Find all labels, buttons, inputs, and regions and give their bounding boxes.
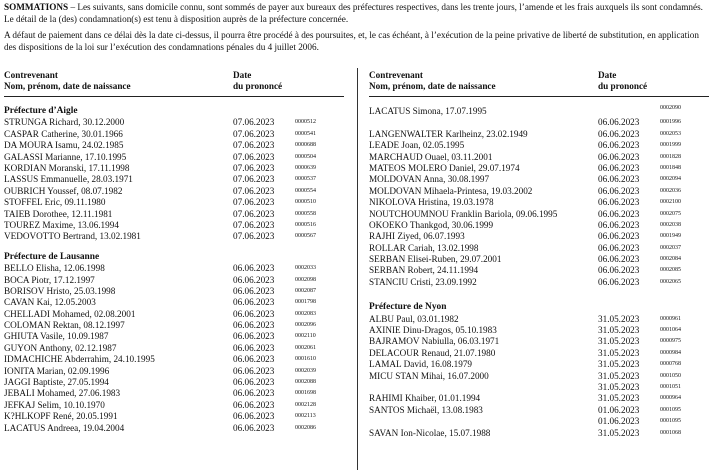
contrevenant-name: GUYON Anthony, 02.12.1987	[4, 342, 117, 353]
list-item	[369, 243, 709, 254]
reference-code: 0002085	[660, 267, 681, 274]
header-col2-line1: Date	[233, 70, 252, 80]
list-item	[4, 423, 344, 434]
list-item	[4, 174, 344, 185]
contrevenant-name: AXINIE Dinu-Dragos, 05.10.1983	[369, 325, 497, 336]
contrevenant-name: OUBRICH Youssef, 08.07.1982	[4, 185, 123, 196]
date-prononce: 31.05.2023	[598, 427, 640, 438]
header-col1-line2: Nom, prénom, date de naissance	[369, 80, 496, 91]
contrevenant-name: JAGGI Baptiste, 27.05.1994	[4, 377, 109, 388]
date-prononce: 31.05.2023	[598, 370, 640, 381]
list-item	[4, 366, 344, 377]
list-item	[369, 106, 709, 129]
list-item	[4, 220, 344, 231]
date-prononce: 06.06.2023	[598, 265, 640, 276]
date-prononce: 07.06.2023	[233, 151, 275, 162]
list-item	[369, 231, 709, 242]
list-item	[4, 388, 344, 399]
list-item	[4, 275, 344, 286]
date-prononce: 06.06.2023	[233, 422, 275, 433]
list-lausanne-continued	[369, 106, 709, 288]
contrevenant-name: CHELLADI Mohamed, 02.08.2001	[4, 308, 136, 319]
reference-code: 0001848	[660, 164, 681, 171]
contrevenant-name: NIKOLOVA Hristina, 19.03.1978	[369, 197, 494, 208]
contrevenant-name: RAJHI Ziyed, 06.07.1993	[369, 231, 465, 242]
list-item	[369, 371, 709, 394]
header-contrevenant	[4, 70, 131, 91]
list-item	[4, 209, 344, 220]
reference-code: 0000537	[295, 176, 316, 183]
list-nyon	[369, 314, 709, 439]
reference-code: 0001064	[660, 327, 681, 334]
intro-paragraph-2: A défaut de paiement dans ce délai dès la date ci-dessus, il pourra être procédé à des poursuites, et, le cas échéant, à l’exécution de la peine privative de liberté de substitution, en application des dispositions de la loi sur l’exécution des condamnations pénales du 4 juillet 2006.	[4, 30, 699, 52]
contrevenant-name: BELLO Elisha, 12.06.1998	[4, 263, 105, 274]
reference-code: 0002090	[660, 105, 681, 111]
date-prononce: 07.06.2023	[233, 128, 275, 139]
contrevenant-name: STOFFEL Eric, 09.11.1980	[4, 197, 106, 208]
contrevenant-name: NOUTCHOUMNOU Franklin Bariola, 09.06.1995	[369, 208, 558, 219]
contrevenant-name: CAVAN Kai, 12.05.2003	[4, 297, 96, 308]
date-prononce: 07.06.2023	[233, 208, 275, 219]
date-prononce: 31.05.2023	[598, 336, 640, 347]
list-item	[369, 277, 709, 288]
date-prononce: 06.06.2023	[233, 308, 275, 319]
contrevenant-name: MICU STAN Mihai, 16.07.2000	[369, 370, 489, 381]
contrevenant-name: MOLDOVAN Anna, 30.08.1997	[369, 174, 490, 185]
reference-code: 0000541	[295, 130, 316, 137]
date-prononce: 07.06.2023	[233, 140, 275, 151]
list-aigle	[4, 117, 344, 242]
contrevenant-name: MOLDOVAN Mihaela-Printesa, 19.03.2002	[369, 185, 533, 196]
contrevenant-name: BORISOV Hristo, 25.03.1998	[4, 285, 116, 296]
reference-code: 0002100	[660, 199, 681, 206]
contrevenant-name: OKOEKO Thankgod, 30.06.1999	[369, 219, 494, 230]
contrevenant-name: VEDOVOTTO Bertrand, 13.02.1981	[4, 231, 141, 242]
contrevenant-name: LASSUS Emmanuelle, 28.03.1971	[4, 174, 133, 185]
list-item	[369, 220, 709, 231]
contrevenant-name: SAVAN Ion-Nicolae, 15.07.1988	[369, 427, 491, 438]
list-item	[369, 254, 709, 265]
reference-code: 0000688	[295, 142, 316, 149]
date-prononce: 07.06.2023	[233, 231, 275, 242]
header-date	[233, 70, 282, 91]
date-prononce: 06.06.2023	[233, 297, 275, 308]
reference-code: 0001698	[295, 390, 316, 397]
contrevenant-name: TOUREZ Maxime, 13.06.1994	[4, 219, 119, 230]
contrevenant-name: LACATUS Simona, 17.07.1995	[369, 106, 487, 116]
intro-text	[4, 2, 708, 58]
contrevenant-name: GHIUTA Vasile, 10.09.1987	[4, 331, 109, 342]
reference-code: 0000516	[295, 221, 316, 228]
contrevenant-name: SERBAN Elisei-Ruben, 29.07.2001	[369, 254, 502, 265]
contrevenant-name: RAHIMI Khaiber, 01.01.1994	[369, 393, 481, 404]
list-item	[369, 359, 709, 370]
reference-code: 0001996	[660, 119, 681, 126]
intro-title: SOMMATIONS	[4, 2, 69, 12]
list-item	[4, 354, 344, 365]
date-prononce: 01.06.2023	[598, 416, 640, 427]
date-prononce: 06.06.2023	[233, 411, 275, 422]
header-rule	[4, 96, 344, 97]
reference-code: 0002087	[295, 287, 316, 294]
date-prononce: 07.06.2023	[233, 174, 275, 185]
header-contrevenant	[369, 70, 496, 91]
list-item	[4, 152, 344, 163]
contrevenant-name: JEBALI Mohamed, 27.06.1983	[4, 388, 121, 399]
list-item	[4, 286, 344, 297]
list-item	[369, 314, 709, 325]
date-prononce: 06.06.2023	[598, 128, 640, 139]
table-header	[4, 70, 344, 93]
date-prononce: 06.06.2023	[233, 399, 275, 410]
contrevenant-name: IONITA Marian, 02.09.1996	[4, 365, 110, 376]
contrevenant-name: GALASSI Marianne, 17.10.1995	[4, 151, 127, 162]
list-item	[4, 231, 344, 242]
reference-code: 0002113	[295, 413, 316, 420]
table-header	[369, 70, 709, 93]
reference-code: 0002036	[660, 187, 681, 194]
reference-code: 0000558	[295, 210, 316, 217]
date-prononce: 07.06.2023	[233, 197, 275, 208]
contrevenant-name: DA MOURA Isamu, 24.02.1985	[4, 140, 124, 151]
list-item	[4, 186, 344, 197]
contrevenant-name: SERBAN Robert, 24.11.1994	[369, 265, 479, 276]
header-col2-line2: du prononcé	[233, 80, 283, 91]
reference-code: 0002039	[295, 367, 316, 374]
reference-code: 0002033	[295, 265, 316, 272]
list-item	[4, 309, 344, 320]
list-item	[369, 152, 709, 163]
list-item	[4, 297, 344, 308]
list-item	[369, 174, 709, 185]
header-col1-line2: Nom, prénom, date de naissance	[4, 80, 131, 91]
contrevenant-name: STANCIU Cristi, 23.09.1992	[369, 276, 477, 287]
reference-code: 0000510	[295, 199, 316, 206]
date-prononce: 06.06.2023	[233, 274, 275, 285]
right-column	[369, 70, 709, 439]
date-prononce: 06.06.2023	[598, 231, 640, 242]
date-prononce: 06.06.2023	[598, 140, 640, 151]
reference-code: 0001050	[660, 372, 681, 379]
list-item	[4, 411, 344, 422]
reference-code: 0002061	[295, 344, 316, 351]
date-prononce: 06.06.2023	[598, 242, 640, 253]
date-prononce: 06.06.2023	[598, 185, 640, 196]
date-prononce: 06.06.2023	[598, 276, 640, 287]
reference-code: 0002037	[660, 244, 681, 251]
date-prononce: 06.06.2023	[598, 254, 640, 265]
section-title-nyon: Préfecture de Nyon	[369, 302, 447, 313]
contrevenant-name: BAJRAMOV Nabiulla, 06.03.1971	[369, 336, 500, 347]
reference-code: 0002084	[660, 256, 681, 263]
contrevenant-name: LANGENWALTER Karlheinz, 23.02.1949	[369, 128, 528, 139]
list-item	[4, 400, 344, 411]
reference-code: 0001051	[660, 384, 681, 391]
list-item	[4, 320, 344, 331]
reference-code: 0000512	[295, 119, 316, 126]
list-item	[4, 140, 344, 151]
contrevenant-name: LEADE Joan, 02.05.1995	[369, 140, 465, 151]
reference-code: 0002096	[295, 322, 316, 329]
header-col2-line2: du prononcé	[598, 80, 648, 91]
date-prononce: 31.05.2023	[598, 382, 640, 393]
list-item	[369, 140, 709, 151]
date-prononce: 06.06.2023	[233, 354, 275, 365]
contrevenant-name: ROLLAR Cariah, 13.02.1998	[369, 242, 479, 253]
list-item	[369, 393, 709, 404]
date-prononce: 06.06.2023	[233, 320, 275, 331]
date-prononce: 06.06.2023	[233, 388, 275, 399]
list-item	[369, 209, 709, 220]
list-item	[369, 129, 709, 140]
reference-code: 0002086	[295, 424, 316, 431]
list-item	[4, 343, 344, 354]
list-item	[4, 163, 344, 174]
contrevenant-name: MARCHAUD Ouael, 03.11.2001	[369, 151, 493, 162]
reference-code: 0000567	[295, 233, 316, 240]
reference-code: 0000768	[660, 361, 681, 368]
list-item	[369, 428, 709, 439]
date-prononce: 06.06.2023	[233, 285, 275, 296]
contrevenant-name: DELACOUR Renaud, 21.07.1980	[369, 347, 496, 358]
reference-code: 0000964	[660, 395, 681, 402]
date-prononce: 06.06.2023	[233, 365, 275, 376]
date-prononce: 31.05.2023	[598, 325, 640, 336]
reference-code: 0000975	[660, 338, 681, 345]
reference-code: 0002053	[660, 130, 681, 137]
reference-code: 0000554	[295, 187, 316, 194]
date-prononce: 07.06.2023	[233, 117, 275, 128]
contrevenant-name: TAIEB Dorothee, 12.11.1981	[4, 208, 113, 219]
column-divider	[357, 68, 358, 470]
reference-code: 0001828	[660, 153, 681, 160]
date-prononce: 06.06.2023	[598, 219, 640, 230]
reference-code: 0000639	[295, 164, 316, 171]
reference-code: 0002083	[295, 310, 316, 317]
reference-code: 0002075	[660, 210, 681, 217]
header-date	[598, 70, 647, 91]
reference-code: 0002038	[660, 221, 681, 228]
date-prononce: 06.06.2023	[233, 342, 275, 353]
reference-code: 0002088	[295, 379, 316, 386]
reference-code: 0000504	[295, 153, 316, 160]
contrevenant-name: COLOMAN Rektan, 08.12.1997	[4, 320, 125, 331]
date-prononce: 31.05.2023	[598, 359, 640, 370]
reference-code: 0001095	[660, 418, 681, 425]
date-prononce: 06.06.2023	[233, 377, 275, 388]
reference-code: 0001798	[295, 299, 316, 306]
intro-body-1: – Les suivants, sans domicile connu, sont sommés de payer aux bureaux des préfectures respectives, dans les trente jours, l’amende et les frais auxquels ils sont condamnés. Le détail de la (des) condamnation(s) est tenu à disposition auprès de la préfecture concernée.	[4, 2, 703, 24]
reference-code: 0002128	[295, 401, 316, 408]
reference-code: 0001610	[295, 356, 316, 363]
reference-code: 0000961	[660, 315, 681, 322]
contrevenant-name: JEFKAJ Selim, 10.10.1970	[4, 399, 105, 410]
date-prononce: 07.06.2023	[233, 185, 275, 196]
reference-code: 0001949	[660, 233, 681, 240]
contrevenant-name: CASPAR Catherine, 30.01.1966	[4, 128, 123, 139]
list-item	[369, 186, 709, 197]
reference-code: 0001999	[660, 142, 681, 149]
list-item	[4, 331, 344, 342]
date-prononce: 31.05.2023	[598, 393, 640, 404]
date-prononce: 06.06.2023	[598, 117, 640, 128]
list-lausanne	[4, 263, 344, 434]
list-item	[369, 265, 709, 276]
date-prononce: 06.06.2023	[598, 162, 640, 173]
date-prononce: 06.06.2023	[598, 151, 640, 162]
contrevenant-name: K?HLKOPF René, 20.05.1991	[4, 411, 118, 422]
section-title-aigle: Préfecture d’Aigle	[4, 106, 78, 116]
contrevenant-name: BOCA Piotr, 17.12.1997	[4, 274, 95, 285]
list-item	[369, 336, 709, 347]
reference-code: 0000984	[660, 349, 681, 356]
date-prononce: 06.06.2023	[598, 197, 640, 208]
date-prononce: 31.05.2023	[598, 347, 640, 358]
reference-code: 0001068	[660, 429, 681, 436]
date-prononce: 06.06.2023	[233, 331, 275, 342]
list-item	[369, 405, 709, 428]
intro-paragraph-1	[4, 2, 708, 25]
contrevenant-name: IDMACHICHE Abderrahim, 24.10.1995	[4, 354, 155, 365]
contrevenant-name: MATEOS MOLERO Daniel, 29.07.1974	[369, 162, 520, 173]
list-item	[4, 117, 344, 128]
date-prononce: 07.06.2023	[233, 219, 275, 230]
section-title-lausanne: Préfecture de Lausanne	[4, 251, 100, 262]
reference-code: 0001095	[660, 406, 681, 413]
reference-code: 0002094	[660, 176, 681, 183]
date-prononce: 06.06.2023	[233, 263, 275, 274]
contrevenant-name: SANTOS Michaël, 13.08.1983	[369, 404, 483, 415]
header-col1-line1: Contrevenant	[4, 70, 58, 80]
header-col1-line1: Contrevenant	[369, 70, 423, 80]
reference-code: 0002065	[660, 278, 681, 285]
list-item	[369, 348, 709, 359]
date-prononce: 06.06.2023	[598, 208, 640, 219]
contrevenant-name: LAMAL David, 16.08.1979	[369, 359, 473, 370]
contrevenant-name: ALBU Paul, 03.01.1982	[369, 313, 459, 324]
left-column	[4, 70, 344, 434]
reference-code: 0002110	[295, 333, 316, 340]
list-item	[4, 377, 344, 388]
list-item	[4, 197, 344, 208]
contrevenant-name: LACATUS Andreea, 19.04.2004	[4, 422, 125, 433]
date-prononce: 07.06.2023	[233, 162, 275, 173]
list-item	[4, 129, 344, 140]
list-item	[4, 263, 344, 274]
list-item	[369, 325, 709, 336]
contrevenant-name: KORDIAN Moranski, 17.11.1998	[4, 162, 130, 173]
list-item	[369, 163, 709, 174]
list-item	[369, 197, 709, 208]
date-prononce: 06.06.2023	[598, 174, 640, 185]
header-col2-line1: Date	[598, 70, 617, 80]
date-prononce: 01.06.2023	[598, 404, 640, 415]
reference-code: 0002098	[295, 276, 316, 283]
date-prononce: 31.05.2023	[598, 313, 640, 324]
contrevenant-name: STRUNGA Richard, 30.12.2000	[4, 117, 125, 128]
